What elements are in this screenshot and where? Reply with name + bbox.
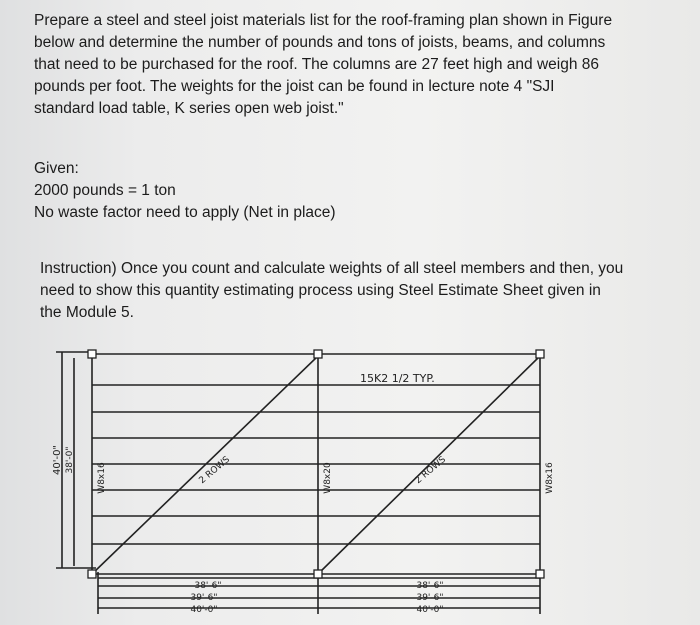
- column-marker: [314, 570, 322, 578]
- column-marker: [536, 570, 544, 578]
- problem-statement: [34, 10, 674, 120]
- problem-line: that need to be purchased for the roof. The columns are 27 feet high and weigh 86: [34, 56, 599, 73]
- dim-bottom-left-1: 38'-6": [194, 581, 222, 591]
- given-item: 2000 pounds = 1 ton: [34, 182, 176, 199]
- given-item: No waste factor need to apply (Net in place): [34, 204, 336, 221]
- diagonal-bracing-left: [92, 356, 318, 574]
- dim-bottom-left-3: 40'-0": [190, 605, 218, 615]
- instruction-line: Instruction) Once you count and calculate weights of all steel members and then, you: [40, 260, 624, 277]
- dim-inner-label: 38'-0": [65, 446, 75, 474]
- roof-framing-plan: [0, 330, 700, 625]
- column-marker: [314, 350, 322, 358]
- given-heading: Given:: [34, 160, 79, 177]
- joist-type-label: 15K2 1/2 TYP.: [360, 372, 435, 385]
- dim-bottom-left-2: 39'-6": [190, 593, 218, 603]
- problem-line: Prepare a steel and steel joist materials list for the roof-framing plan shown in Figure: [34, 12, 613, 29]
- beam-label-right: W8x16: [545, 462, 555, 494]
- bridging-label-left: 2 ROWS: [197, 454, 232, 487]
- column-marker: [88, 350, 96, 358]
- instruction-line: the Module 5.: [40, 304, 134, 321]
- dim-bottom-right-3: 40'-0": [416, 605, 444, 615]
- dim-bottom-right-2: 39'-6": [416, 593, 444, 603]
- problem-line: standard load table, K series open web joist.": [34, 100, 344, 117]
- column-marker: [88, 570, 96, 578]
- problem-line: below and determine the number of pounds and tons of joists, beams, and columns: [34, 34, 606, 51]
- column-marker: [536, 350, 544, 358]
- beam-label-left: W8x16: [97, 462, 107, 494]
- bridging-label-right: 2 ROWS: [413, 454, 448, 487]
- dim-overall-label: 40'-0": [52, 444, 63, 476]
- instruction-line: need to show this quantity estimating process using Steel Estimate Sheet given in: [40, 282, 601, 299]
- given-section: [34, 158, 654, 224]
- beam-label-middle: W8x20: [323, 462, 333, 494]
- dim-bottom-right-1: 38'-6": [416, 581, 444, 591]
- problem-line: pounds per foot. The weights for the joist can be found in lecture note 4 "SJI: [34, 78, 555, 95]
- instruction-section: [40, 258, 668, 324]
